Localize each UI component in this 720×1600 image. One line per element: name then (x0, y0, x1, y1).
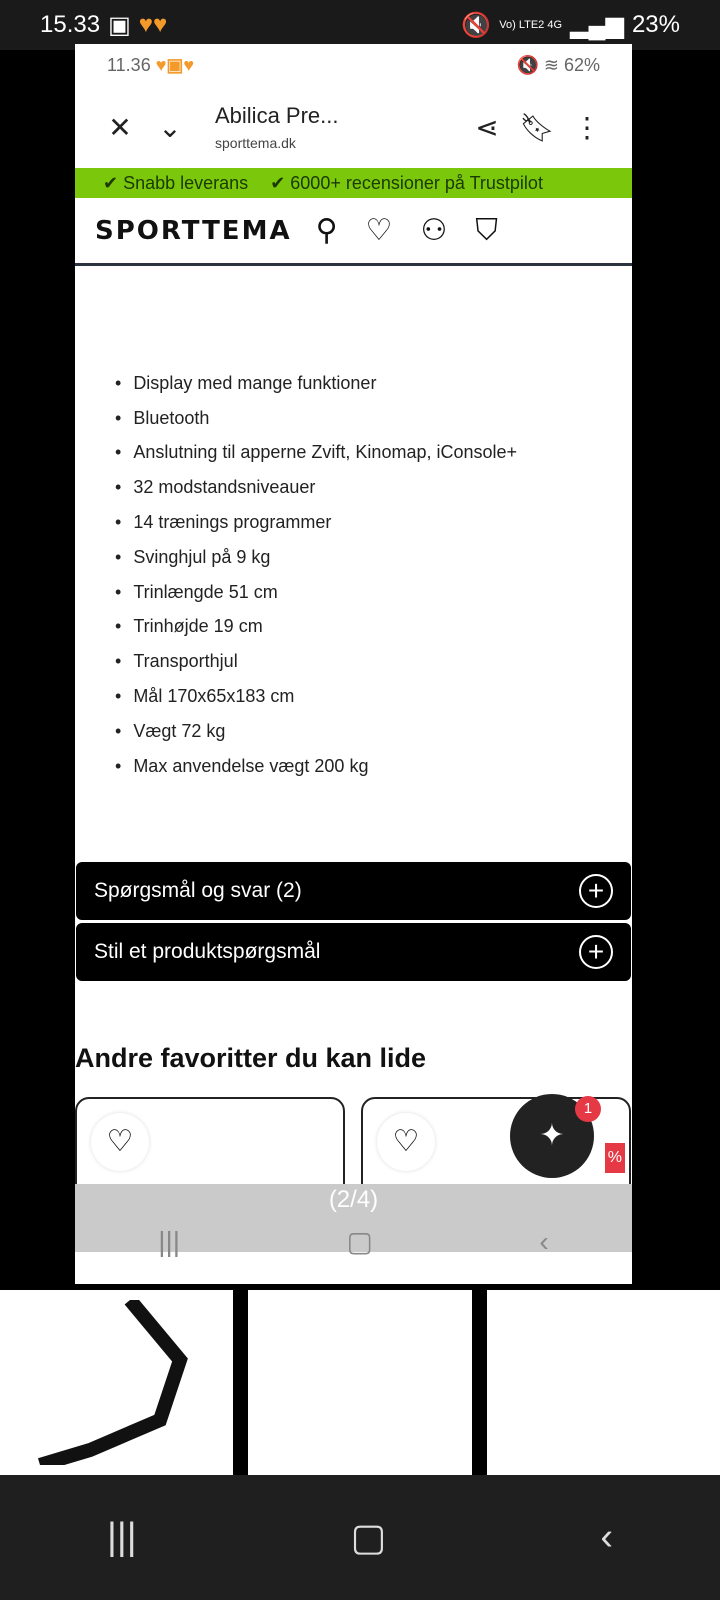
more-icon[interactable]: ⋮ (573, 111, 601, 143)
chat-badge: 1 (575, 1096, 601, 1122)
list-item: • 32 modstandsniveauer (115, 470, 632, 505)
network-label: Vo) LTE2 4G (499, 19, 563, 31)
inner-clock: 11.36 (107, 54, 151, 75)
screenshot-preview[interactable] (75, 44, 632, 1284)
wifi-icon: 🔇 ≋ (516, 54, 564, 75)
section-title: Andre favoritter du kan lide (75, 1042, 427, 1073)
accordion-ask[interactable] (76, 923, 631, 981)
image-counter: (2/4) (328, 1186, 379, 1213)
feature-list (75, 366, 632, 784)
thumbnail-2[interactable] (243, 1290, 477, 1475)
bookmark-icon[interactable]: 🔖︎ (519, 111, 555, 143)
list-item: • Trinhøjde 19 cm (115, 610, 632, 645)
inner-battery: 62% (563, 54, 600, 75)
home-button[interactable]: ▢ (350, 1517, 387, 1559)
home-icon: ▢ (346, 1226, 373, 1257)
status-bar (0, 0, 720, 50)
recents-button[interactable]: ||| (106, 1516, 137, 1558)
app-notification-icon: ♥♥ (138, 11, 168, 38)
list-item: • Vægt 72 kg (115, 714, 632, 749)
system-nav-bar (0, 1475, 720, 1600)
usp-item: 6000+ recensioner på Trustpilot (290, 172, 543, 193)
site-header (75, 198, 632, 266)
usp-banner: ✔ Snabb leverans ✔ 6000+ recensioner på Trustpilot (75, 168, 632, 198)
thumbnail-1[interactable] (0, 1290, 233, 1475)
signal-icon: ▂▄▆ (570, 11, 624, 39)
usp-item: Snabb leverans (123, 172, 249, 193)
list-item: • Svinghjul på 9 kg (115, 540, 632, 575)
list-item: • Bluetooth (115, 401, 632, 436)
heart-icon[interactable]: ♡ (365, 214, 393, 247)
back-icon: ‹ (539, 1226, 549, 1257)
mute-icon: 🔇 (461, 11, 492, 39)
close-icon[interactable]: ✕ (108, 111, 132, 143)
list-item: • Display med mange funktioner (115, 366, 632, 401)
recents-icon: ||| (158, 1226, 181, 1257)
page-url: sporttema.dk (215, 135, 296, 151)
back-button[interactable]: ‹ (600, 1516, 614, 1558)
list-item: • Mål 170x65x183 cm (115, 679, 632, 714)
thumbnail-3[interactable] (487, 1290, 720, 1475)
heart-icon[interactable]: ♡ (91, 1113, 149, 1171)
browser-toolbar (75, 86, 632, 168)
share-icon[interactable]: ⋖ (475, 111, 499, 143)
accordion-label: Spørgsmål og svar (2) (94, 878, 302, 902)
thumbnail-strip (0, 1290, 720, 1475)
list-item: • Transporthjul (115, 644, 632, 679)
search-icon[interactable]: ⚲ (315, 214, 338, 247)
bag-icon[interactable]: ⛉ (475, 213, 498, 247)
plus-icon: + (579, 874, 613, 908)
list-item: • 14 trænings programmer (115, 505, 632, 540)
gallery-icon: ▣ (108, 11, 131, 39)
page-title: Abilica Pre... (215, 103, 339, 128)
list-item: • Trinlængde 51 cm (115, 575, 632, 610)
inner-nav-bar (75, 1226, 632, 1258)
elliptical-image (10, 1300, 230, 1465)
battery-level: 23% (631, 11, 680, 38)
heart-icon[interactable]: ♡ (377, 1113, 435, 1171)
accordion-qa[interactable] (76, 862, 631, 920)
accordion-label: Stil et produktspørgsmål (94, 939, 321, 963)
inner-status-bar (75, 44, 632, 86)
list-item: • Max anvendelse vægt 200 kg (115, 749, 632, 784)
chevron-down-icon[interactable]: ⌄ (158, 111, 182, 143)
list-item: • Anslutning til apperne Zvift, Kinomap, iConsole+ (115, 436, 632, 471)
plus-icon: + (579, 935, 613, 969)
sparkle-icon: ✦ (539, 1119, 565, 1152)
user-icon[interactable]: ⚇ (420, 214, 448, 247)
notification-icons: ♥▣♥ (155, 54, 195, 75)
discount-tag: % (605, 1143, 625, 1173)
clock: 15.33 (40, 11, 101, 38)
site-logo[interactable]: SPORTTEMA (95, 215, 292, 246)
